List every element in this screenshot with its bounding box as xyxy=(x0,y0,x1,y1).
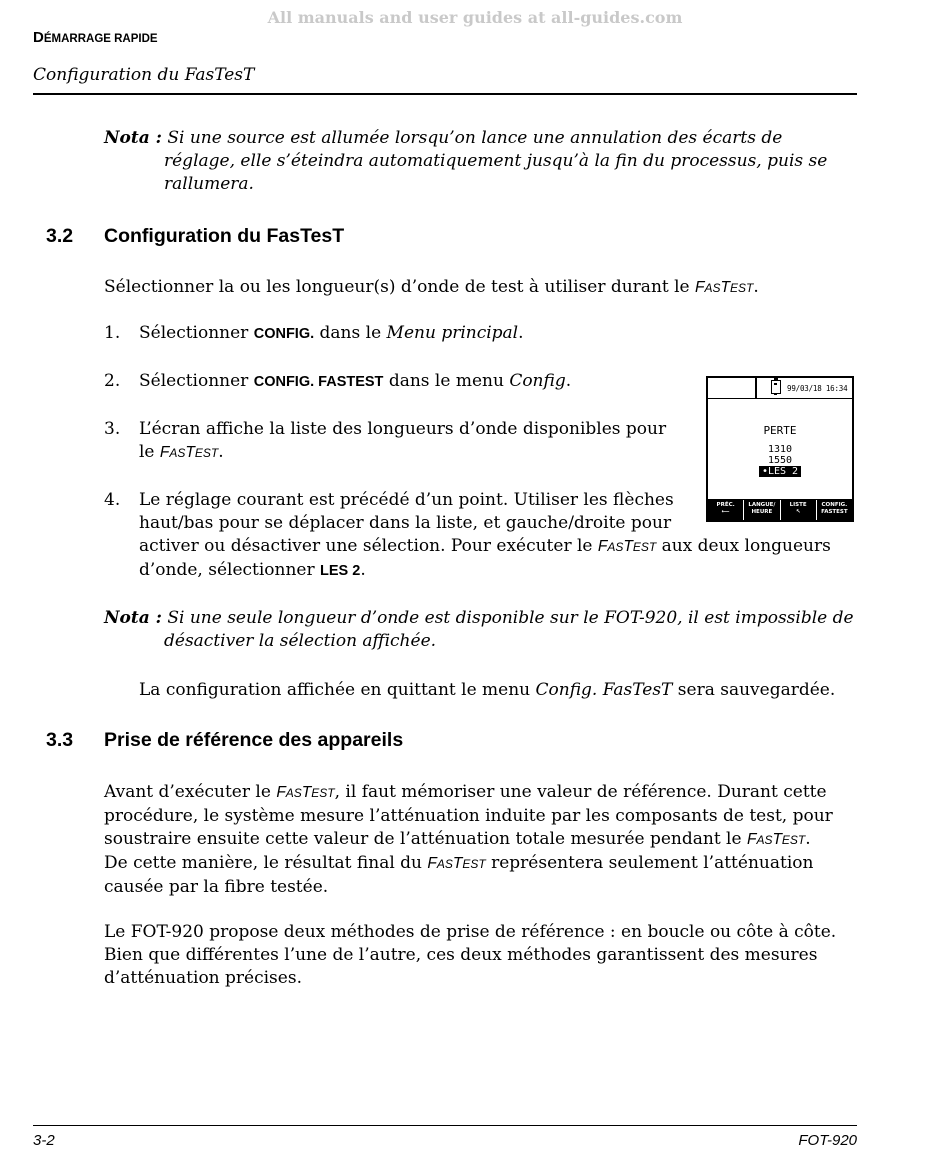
chapter-title: DÉMARRAGE RAPIDE xyxy=(33,29,158,46)
wavelength-1550: 1550 xyxy=(767,455,793,466)
section-3-3-number: 3.3 xyxy=(46,729,74,751)
step-4-number: 4. xyxy=(104,490,121,510)
section-3-2-intro: Sélectionner la ou les longueur(s) d’onde de test à utiliser durant le FASTEST. xyxy=(104,277,759,297)
wavelength-both-selected: •LES 2 xyxy=(759,466,801,477)
device-screen xyxy=(706,376,854,522)
screen-soft-keys xyxy=(708,499,852,520)
soft-key-language: LANGUE/ HEURE xyxy=(743,500,779,520)
step-3-number: 3. xyxy=(104,419,121,439)
section-3-3-paragraph-1: Avant d’exécuter le FASTEST, il faut mémoriser une valeur de référence. Durant cette procédure, le système mesure l’atténuation induite par les composants de test, pour soustraire ensuite cette valeur de l’atténuation totale mesurée pendant le FASTEST. De cette manière, le résultat final du FASTEST représentera seulement l’atténuation causée par la fibre testée. xyxy=(104,782,833,897)
step-1-text: Sélectionner CONFIG. dans le Menu principal. xyxy=(139,323,524,343)
screen-status-bar xyxy=(708,378,852,399)
screen-title: PERTE xyxy=(763,424,797,437)
section-3-3-title: Prise de référence des appareils xyxy=(104,729,404,751)
note-single-wavelength: Nota : Si une seule longueur d’onde est disponible sur le FOT-920, il est impossible de désactiver la sélection affichée. xyxy=(104,608,854,651)
step-4-text: Le réglage courant est précédé d’un point. Utiliser les flèches haut/bas pour se déplacer dans la liste, et gauche/droite pour activer ou désactiver une sélection. Pour exécuter le FASTEST aux deux longueurs d’onde, sélectionner LES 2. xyxy=(139,490,831,580)
soft-key-prev: PRÉC. ⟵ xyxy=(708,500,743,520)
watermark: All manuals and user guides at all-guides.com xyxy=(267,8,683,27)
page-number: 3-2 xyxy=(33,1132,55,1149)
header-rule xyxy=(33,93,857,95)
note-source-off: Nota : Si une source est allumée lorsqu’on lance une annulation des écarts de réglage, elle s’éteindra automatiquement jusqu’à la fin du processus, puis se rallumera. xyxy=(104,128,828,194)
wavelength-1310: 1310 xyxy=(767,444,793,455)
section-3-3-paragraph-2: Le FOT-920 propose deux méthodes de prise de référence : en boucle ou côte à côte. Bien que différentes l’une de l’autre, ces deux méthodes garantissent des mesures d’atténuation précises. xyxy=(104,922,837,988)
fastest-term: FASTEST xyxy=(695,279,754,296)
wavelength-list xyxy=(708,444,852,477)
step-1-number: 1. xyxy=(104,323,121,343)
step-2-number: 2. xyxy=(104,371,121,391)
running-section-title: Configuration du FasTesT xyxy=(33,65,255,85)
battery-icon xyxy=(771,380,781,394)
footer-rule xyxy=(33,1125,857,1126)
soft-key-config-fastest: CONFIG. FASTEST xyxy=(816,500,852,520)
product-name: FOT-920 xyxy=(798,1132,857,1149)
soft-key-list: LISTE ↖ xyxy=(780,500,816,520)
screen-date: 99/03/18 16:34 xyxy=(787,384,848,393)
step-2-text: Sélectionner CONFIG. FASTEST dans le menu Config. xyxy=(139,371,572,391)
config-saved-text: La configuration affichée en quittant le menu Config. FasTesT sera sauvegardée. xyxy=(139,680,836,700)
step-3-text: L’écran affiche la liste des longueurs d’onde disponibles pour le FASTEST. xyxy=(139,419,667,462)
section-3-2-title: Configuration du FasTesT xyxy=(104,225,345,247)
section-3-2-number: 3.2 xyxy=(46,225,74,247)
